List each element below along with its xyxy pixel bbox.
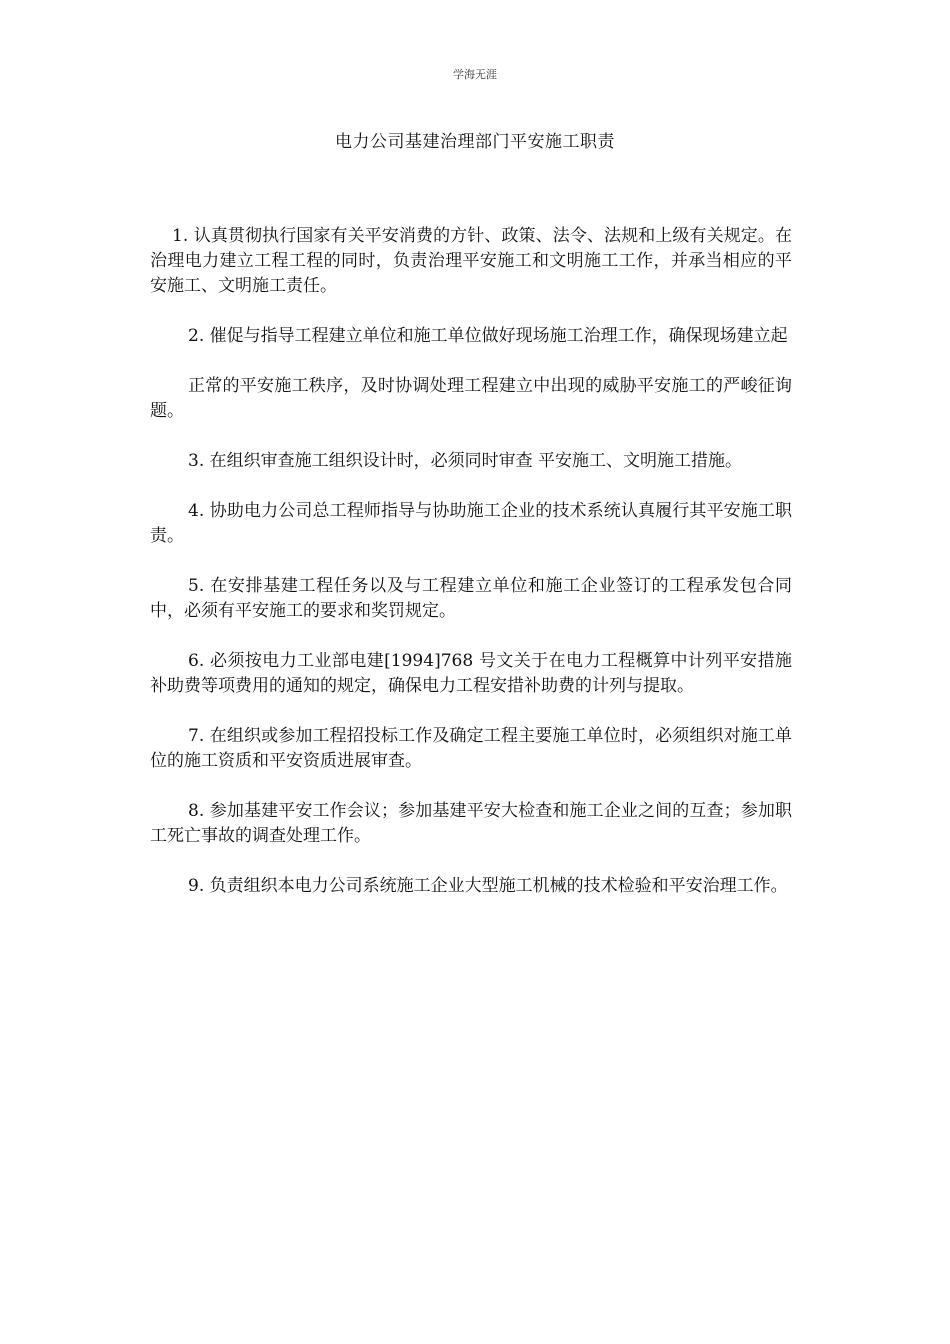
paragraph-3: 正常的平安施工秩序，及时协调处理工程建立中出现的威胁平安施工的严峻征询题。 (150, 376, 792, 421)
paragraph-1: 1. 认真贯彻执行国家有关平安消费的方针、政策、法令、法规和上级有关规定。在治理电力建立工程工程的同时，负责治理平安施工和文明施工工作，并承当相应的平安施工、文明施工责任。 (150, 226, 792, 296)
document-body (150, 224, 792, 924)
paragraph-8: 7. 在组织或参加工程招投标工作及确定工程主要施工单位时，必须组织对施工单位的施工资质和平安资质进展审查。 (150, 726, 792, 771)
paragraph-7: 6. 必须按电力工业部电建[1994]768 号文关于在电力工程概算中计列平安措施补助费等项费用的通知的规定，确保电力工程安措补助费的计列与提取。 (150, 651, 792, 696)
page-header: 学海无涯 (453, 68, 497, 81)
paragraph-5: 4. 协助电力公司总工程师指导与协助施工企业的技术系统认真履行其平安施工职责。 (150, 501, 792, 546)
paragraph-10: 9. 负责组织本电力公司系统施工企业大型施工机械的技术检验和平安治理工作。 (188, 876, 788, 896)
paragraph-2: 2. 催促与指导工程建立单位和施工单位做好现场施工治理工作，确保现场建立起 (188, 326, 788, 346)
paragraph-4: 3. 在组织审查施工组织设计时，必须同时审查 平安施工、文明施工措施。 (188, 451, 743, 471)
paragraph-9: 8. 参加基建平安工作会议；参加基建平安大检查和施工企业之间的互查；参加职工死亡事故的调查处理工作。 (150, 801, 792, 846)
paragraph-6: 5. 在安排基建工程任务以及与工程建立单位和施工企业签订的工程承发包合同中，必须有平安施工的要求和奖罚规定。 (150, 576, 792, 621)
document-title: 电力公司基建治理部门平安施工职责 (335, 132, 615, 152)
